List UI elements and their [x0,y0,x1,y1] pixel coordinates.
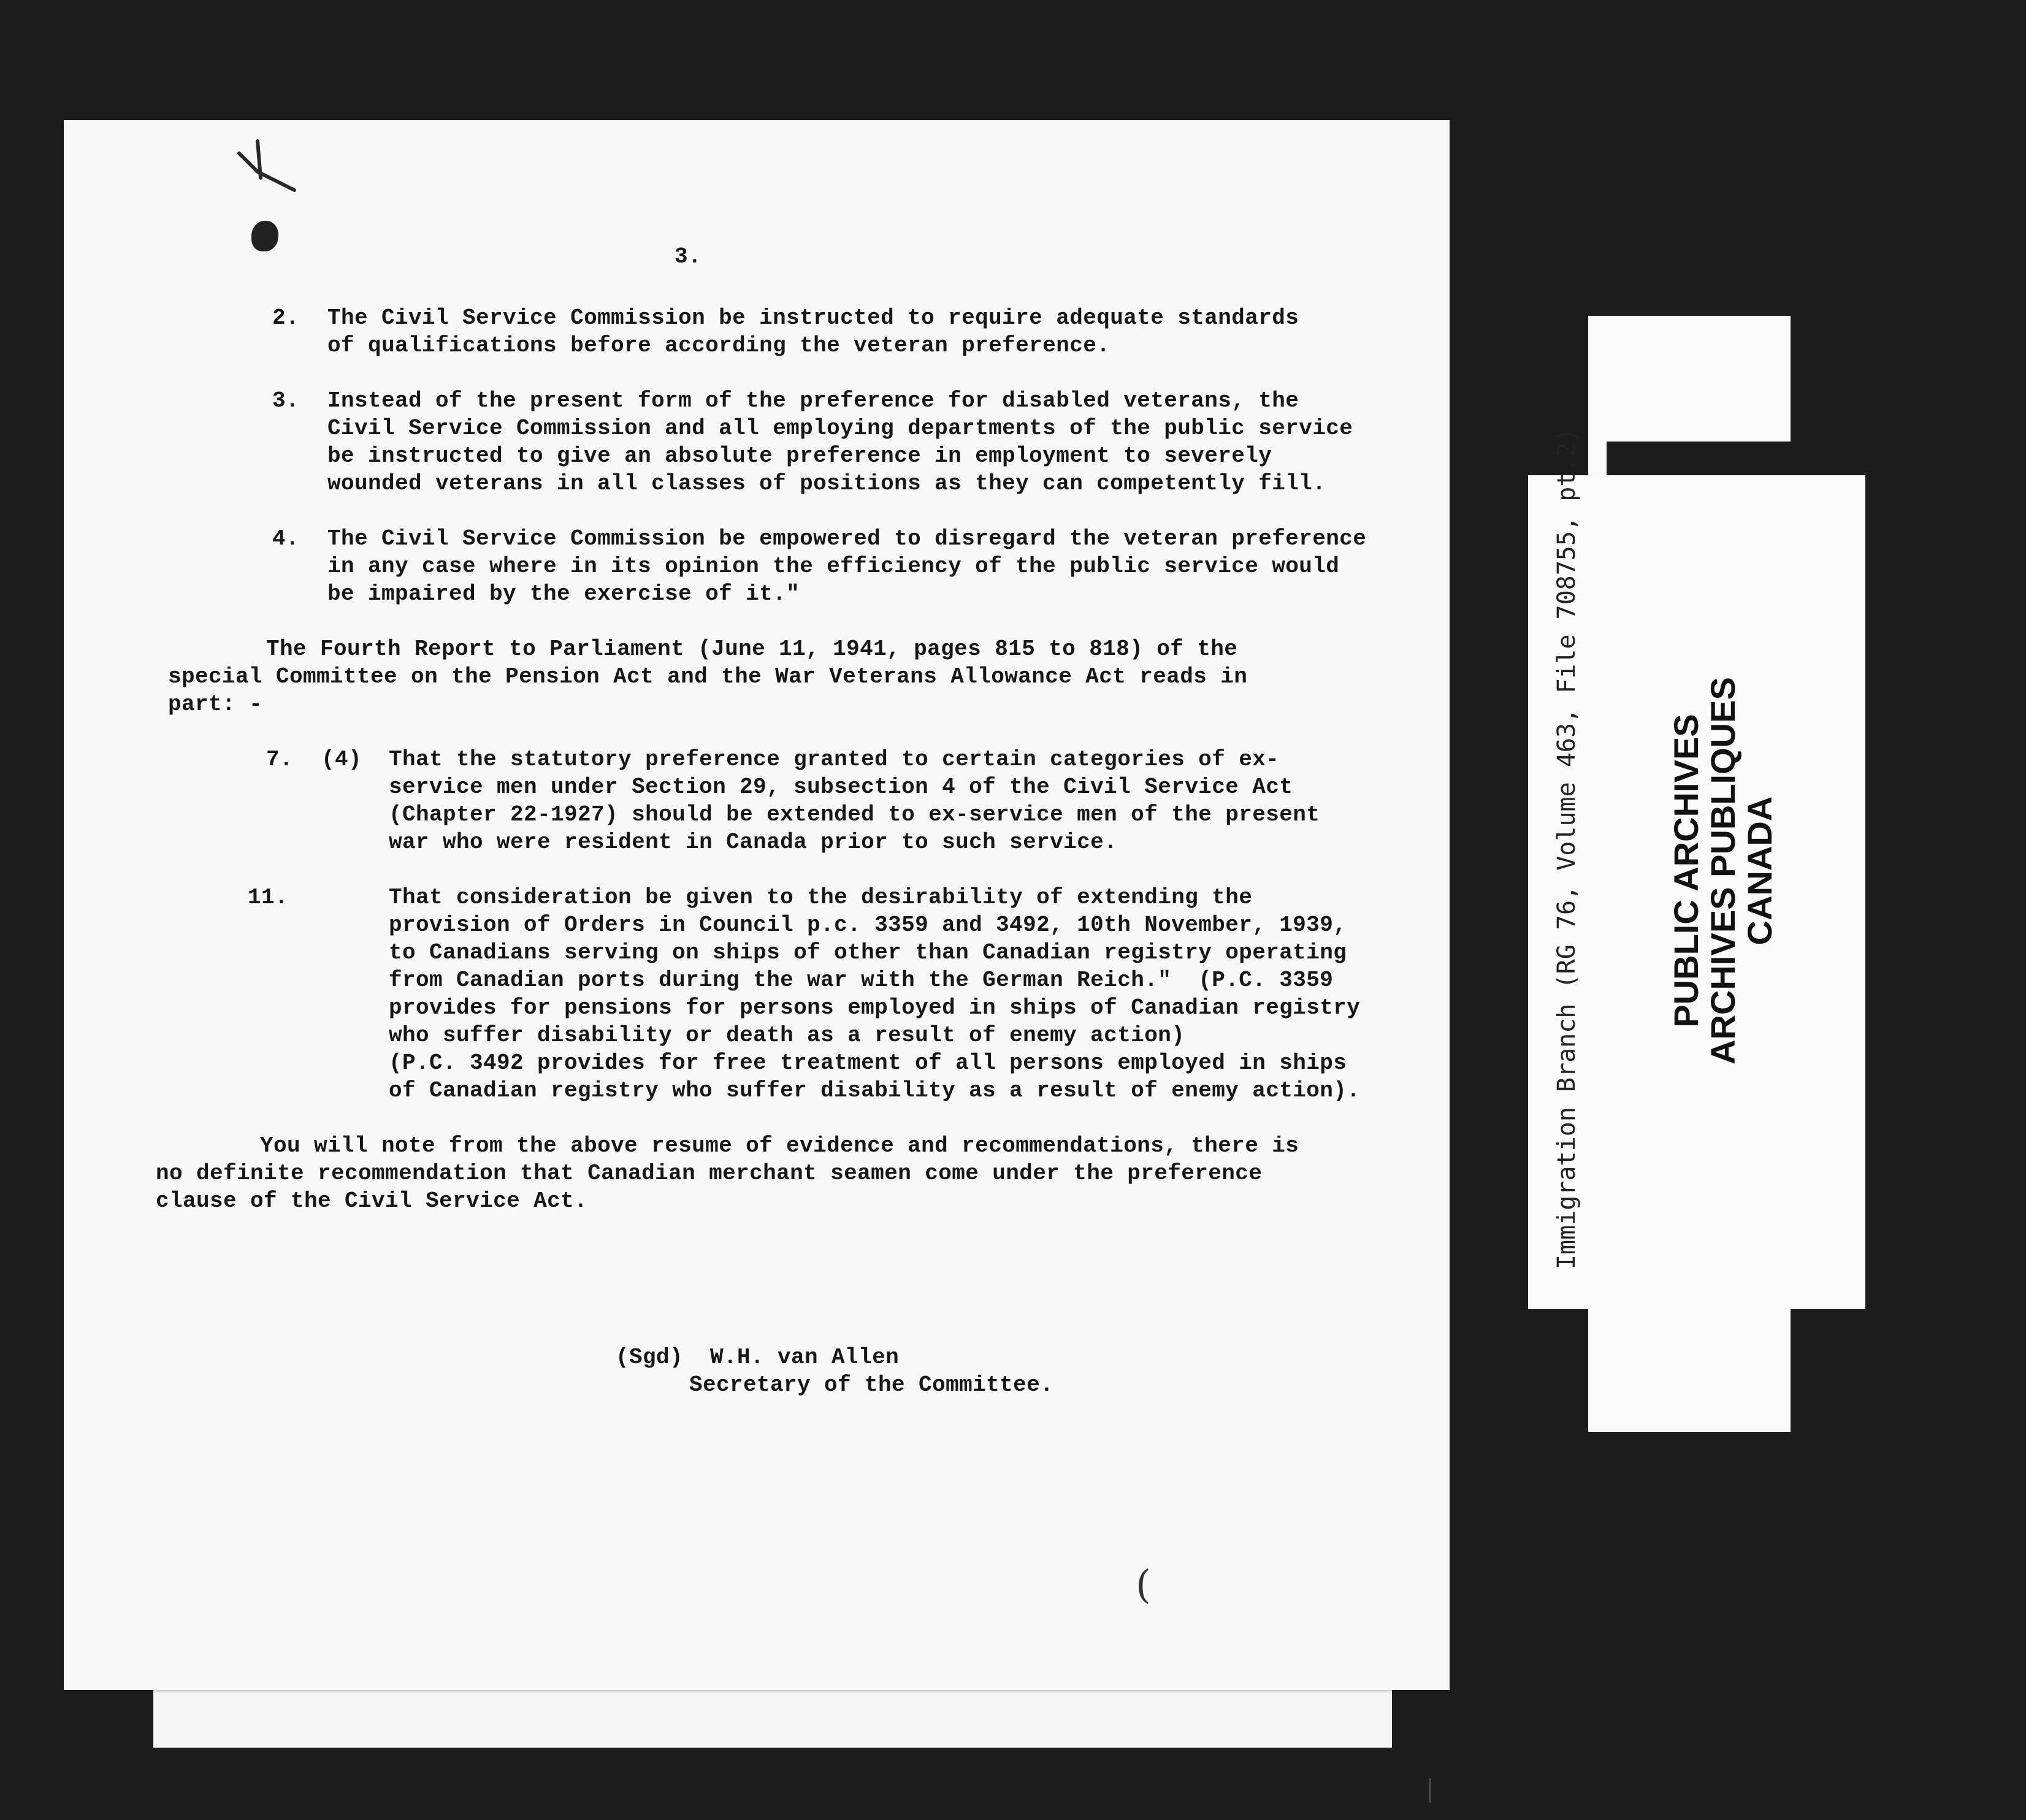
item-11-line-4: from Canadian ports during the war with the German Reich." (P.C. 3359 [389,968,1334,993]
item-11-line-8: of Canadian registry who suffer disability as a result of enemy action). [389,1078,1361,1103]
item-3-line-2: Civil Service Commission and all employing departments of the public service [327,416,1353,441]
item-7-line-1: That the statutory preference granted to certain categories of ex- [389,747,1280,772]
archive-reference: Immigration Branch (RG 76, Volume 463, File 708755, pt.2) [1553,427,1581,1269]
document-page [64,120,1450,1690]
item-11-number: 11. [248,885,289,910]
item-2-line-1: The Civil Service Commission be instructed to require adequate standards [327,305,1299,331]
margin-mark: ( [1136,1562,1151,1608]
stamp-line-2: ARCHIVES PUBLIQUES [1703,677,1742,1065]
item-3-line-3: be instructed to give an absolute preference in employment to severely [327,443,1272,468]
item-3-number: 3. [272,388,300,413]
item-7-line-2: service men under Section 29, subsection 4 of the Civil Service Act [389,774,1293,800]
item-4-line-2: in any case where in its opinion the efficiency of the public service would [327,554,1340,579]
item-3-line-1: Instead of the present form of the preference for disabled veterans, the [327,388,1299,413]
item-4-number: 4. [272,526,300,551]
closing-para-line-2: no definite recommendation that Canadian merchant seamen come under the preference [156,1161,1263,1186]
item-2-line-2: of qualifications before according the veteran preference. [327,333,1110,358]
document-body [64,120,1367,1417]
page-number: 3. [675,244,702,269]
item-3-line-4: wounded veterans in all classes of positions as they can competently fill. [327,471,1326,496]
item-7-number: 7. [266,747,294,772]
report-para-line-2: special Committee on the Pension Act and the War Veterans Allowance Act reads in [168,664,1248,689]
ink-blot [251,221,278,251]
report-para-line-1: The Fourth Report to Parliament (June 11, 1941, pages 815 to 818) of the [266,637,1238,662]
closing-para-line-3: clause of the Civil Service Act. [156,1188,588,1214]
item-11-line-7: (P.C. 3492 provides for free treatment of all persons employed in ships [389,1050,1347,1076]
frame-tick-mark [1429,1778,1431,1803]
signature-title: Secretary of the Committee. [689,1372,1054,1398]
item-7-line-4: war who were resident in Canada prior to such service. [389,830,1118,855]
item-7-line-3: (Chapter 22-1927) should be extended to ex-service men of the present [389,802,1320,827]
item-2-number: 2. [272,305,300,331]
item-11-line-5: provides for pensions for persons employed in ships of Canadian registry [389,995,1361,1020]
signature-name: (Sgd) W.H. van Allen [616,1345,900,1370]
report-para-line-3: part: - [168,692,263,717]
item-7-sub: (4) [321,747,362,772]
item-11-line-3: to Canadians serving on ships of other than Canadian registry operating [389,940,1347,965]
closing-para-line-1: You will note from the above resume of evidence and recommendations, there is [260,1133,1299,1158]
item-4-line-1: The Civil Service Commission be empowered to disregard the veteran preference [327,526,1367,551]
item-11-line-1: That consideration be given to the desirability of extending the [389,885,1253,910]
item-4-line-3: be impaired by the exercise of it." [327,581,800,606]
item-11-line-6: who suffer disability or death as a result of enemy action) [389,1023,1185,1048]
item-11-line-2: provision of Orders in Council p.c. 3359 and 3492, 10th November, 1939, [389,912,1347,938]
stamp-line-1: PUBLIC ARCHIVES [1667,714,1705,1028]
archive-stamp [1668,656,1815,1085]
stamp-line-3: CANADA [1740,796,1779,946]
archive-label-notch [1607,442,1791,478]
